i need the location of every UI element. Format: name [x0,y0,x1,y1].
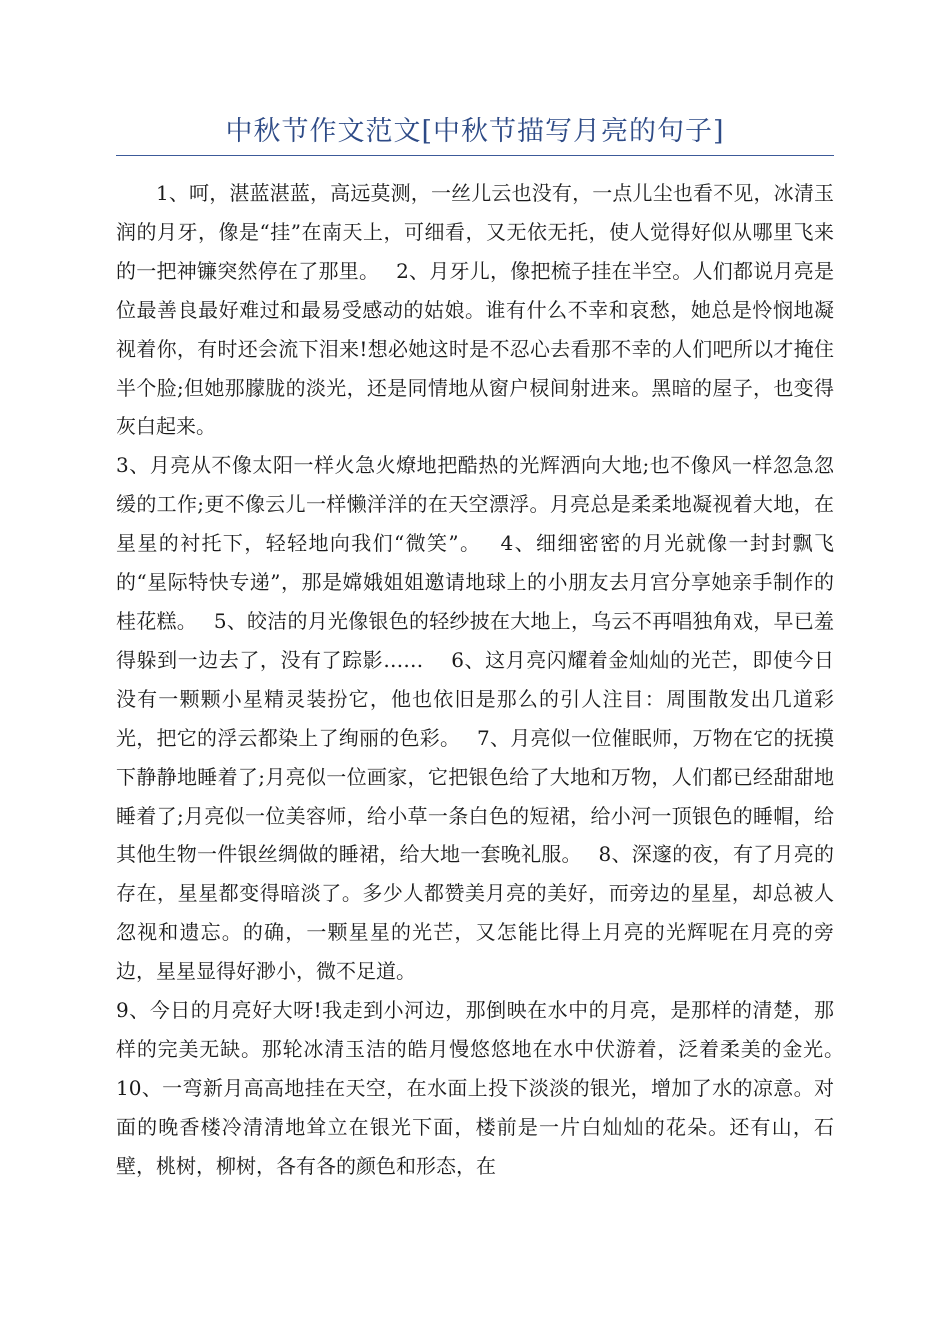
paragraph-3: 9、今日的月亮好大呀!我走到小河边，那倒映在水中的月亮，是那样的清楚，那样的完美无缺。那轮冰清玉洁的皓月慢悠悠地在水中伏游着，泛着柔美的金光。 10、一弯新月高高地挂在天空，在水面上投下淡淡的银光，增加了水的凉意。对面的晚香楼冷清清地耸立在银光下面，楼前是一片白灿灿的花朵。还有山，石壁，桃树，柳树，各有各的颜色和形态，在 [116,998,861,1178]
paragraph-1: 1、呵，湛蓝湛蓝，高远莫测，一丝儿云也没有，一点儿尘也看不见，冰清玉润的月牙，像是“挂”在南天上，可细看，又无依无托，使人觉得好似从哪里飞来的一把神镰突然停在了那里。 2、月牙儿，像把梳子挂在半空。人们都说月亮是位最善良最好难过和最易受感动的姑娘。谁有什么不幸和哀愁，她总是怜悯地凝视着你，有时还会流下泪来!想必她这时是不忍心去看那不幸的人们吧所以才掩住半个脸;但她那朦胧的淡光，还是同情地从窗户棂间射进来。黑暗的屋子，也变得灰白起来。 [116,181,834,439]
paragraph-2: 3、月亮从不像太阳一样火急火燎地把酷热的光辉洒向大地;也不像风一样忽急忽缓的工作;更不像云儿一样懒洋洋的在天空漂浮。月亮总是柔柔地凝视着大地，在星星的衬托下，轻轻地向我们“微笑”。 4、细细密密的月光就像一封封飘飞的“星际特快专递”，那是嫦娥姐姐邀请地球上的小朋友去月宫分享她亲手制作的桂花糕。 5、皎洁的月光像银色的轻纱披在大地上，乌云不再唱独角戏，早已羞得躲到一边去了，没有了踪影…… 6、这月亮闪耀着金灿灿的光芒，即使今日没有一颗颗小星精灵装扮它，他也依旧是那么的引人注目：周围散发出几道彩光，把它的浮云都染上了绚丽的色彩。 7、月亮似一位催眠师，万物在它的抚摸下静静地睡着了;月亮似一位画家，它把银色给了大地和万物，人们都已经甜甜地睡着了;月亮似一位美容师，给小草一条白色的短裙，给小河一顶银色的睡帽，给其他生物一件银丝绸做的睡裙，给大地一套晚礼服。 8、深邃的夜，有了月亮的存在，星星都变得暗淡了。多少人都赞美月亮的美好，而旁边的星星，却总被人忽视和遗忘。的确，一颗星星的光芒，又怎能比得上月亮的光辉呢在月亮的旁边，星星显得好渺小，微不足道。 [116,453,834,984]
title-underline [116,155,834,156]
document-title: 中秋节作文范文[中秋节描写月亮的句子] [225,116,725,147]
document-body [116,174,861,1186]
